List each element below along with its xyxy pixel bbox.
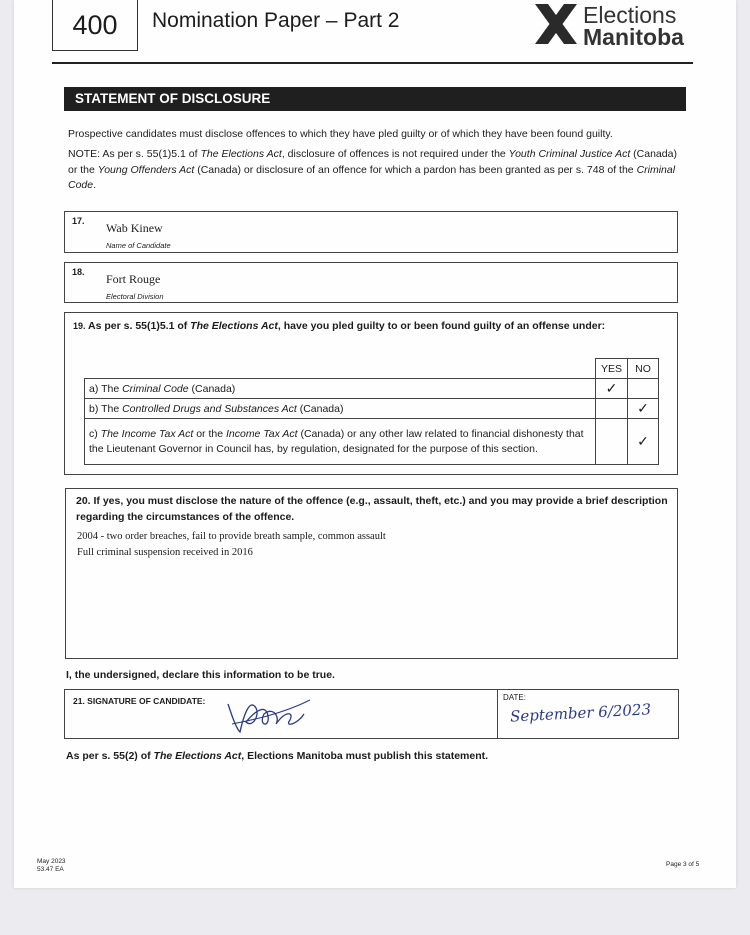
yes-checkbox[interactable] <box>596 399 628 419</box>
form-number: 400 <box>52 0 138 51</box>
signature-date-divider <box>497 689 498 739</box>
question20-text: 20. If yes, you must disclose the nature of the offence (e.g., assault, theft, etc.) and you may provide a brief description regarding the circumstances of the offence. <box>76 495 668 523</box>
yes-header: YES <box>596 359 628 379</box>
field-number: 18. <box>72 267 85 277</box>
intro-text: Prospective candidates must disclose offences to which they have pled guilty or of which they have been found guilty. <box>68 128 613 140</box>
page-title: Nomination Paper – Part 2 <box>152 9 400 32</box>
signature-label: 21. SIGNATURE OF CANDIDATE: <box>73 696 206 706</box>
electoral-division-caption: Electoral Division <box>106 292 164 301</box>
date-value: September 6/2023 <box>509 700 652 726</box>
no-checkbox[interactable]: ✓ <box>628 399 659 419</box>
x-logo-icon <box>533 3 579 45</box>
field-number: 17. <box>72 216 85 226</box>
row-label: c) The Income Tax Act or the Income Tax Act (Canada) or any other law related to financial dishonesty that the Lieutenant Governor in Council has, by regulation, designated for the purpose of this section. <box>85 419 596 465</box>
declaration-text: I, the undersigned, declare this information to be true. <box>66 669 335 681</box>
no-checkbox[interactable]: ✓ <box>628 419 659 465</box>
row-label: a) The Criminal Code (Canada) <box>85 379 596 399</box>
candidate-name-field <box>64 211 678 253</box>
yes-checkbox[interactable] <box>596 419 628 465</box>
footer-date: May 2023 <box>37 858 66 865</box>
date-label: DATE: <box>503 693 526 702</box>
elections-manitoba-logo <box>533 2 698 48</box>
offense-table <box>84 358 659 465</box>
table-row <box>85 419 659 465</box>
offence-description-line2: Full criminal suspension received in 2016 <box>77 547 253 558</box>
logo-line1: Elections <box>583 2 677 28</box>
no-checkbox[interactable] <box>628 379 659 399</box>
table-row <box>85 399 659 419</box>
publication-note: As per s. 55(2) of The Elections Act, Elections Manitoba must publish this statement. <box>66 750 489 762</box>
yes-checkbox[interactable]: ✓ <box>596 379 628 399</box>
electoral-division-field <box>64 262 678 303</box>
footer-page-number: Page 3 of 5 <box>666 861 700 868</box>
question19-text: 19. As per s. 55(1)5.1 of The Elections Act, have you pled guilty to or been found guilty of an offense under: <box>73 320 606 332</box>
logo-line2: Manitoba <box>583 24 684 50</box>
candidate-name-caption: Name of Candidate <box>106 241 171 250</box>
row-label: b) The Controlled Drugs and Substances Act (Canada) <box>85 399 596 419</box>
electoral-division-value: Fort Rouge <box>106 272 161 286</box>
candidate-name-value: Wab Kinew <box>106 221 163 235</box>
table-row <box>85 379 659 399</box>
note-text: NOTE: As per s. 55(1)5.1 of The Elections Act, disclosure of offences is not required under the Youth Criminal Justice Act (Canada) or the Young Offenders Act (Canada) or disclosure of an offence for which a pardon has been granted as per s. 748 of the Criminal Code. <box>68 148 677 191</box>
offence-description-line1: 2004 - two order breaches, fail to provide breath sample, common assault <box>77 531 386 542</box>
header-divider <box>52 62 693 64</box>
footer-form-code: 53.47 EA <box>37 866 64 872</box>
section-title: STATEMENT OF DISCLOSURE <box>64 87 686 111</box>
signature-drawing <box>222 684 317 736</box>
no-header: NO <box>628 359 659 379</box>
